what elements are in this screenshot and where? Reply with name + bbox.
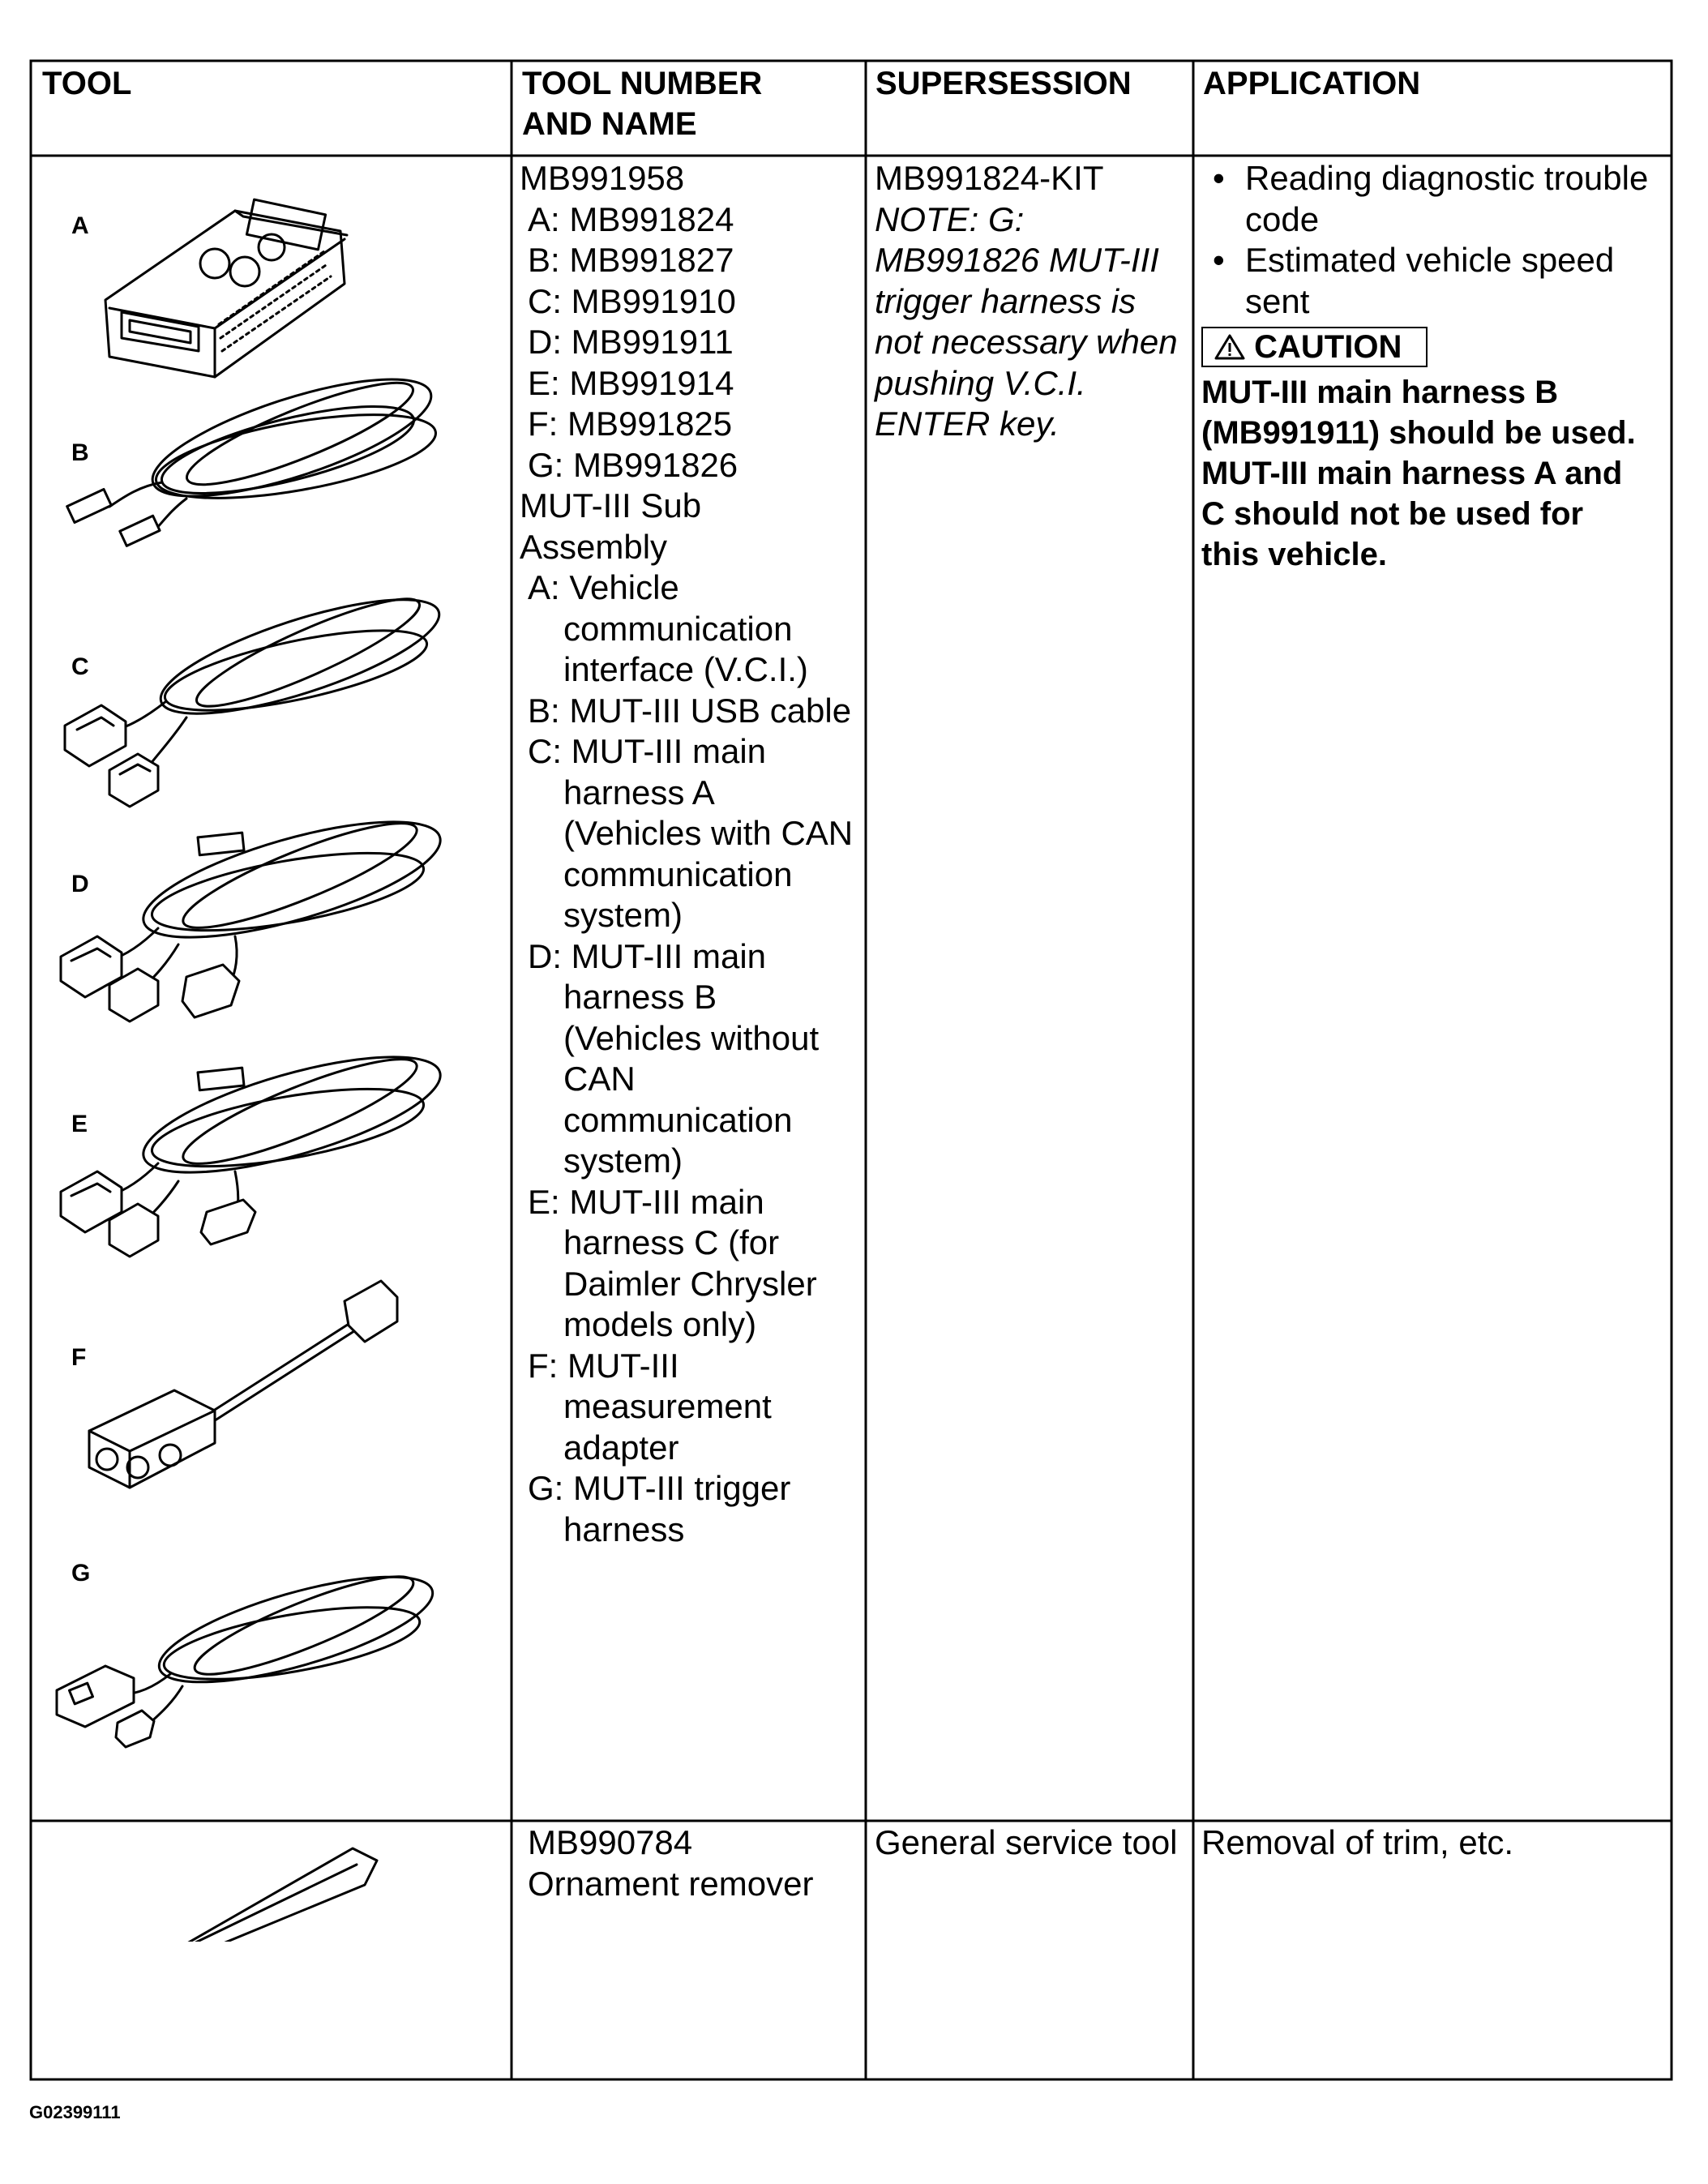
caution-label: CAUTION xyxy=(1254,329,1402,365)
header-tool-number-name xyxy=(522,63,762,144)
desc-d-line: CAN xyxy=(563,1060,636,1098)
note-line: pushing V.C.I. xyxy=(875,363,1086,402)
row1-supersession xyxy=(875,158,1178,445)
part-number-d: D: MB991911 xyxy=(528,323,734,361)
tool-label-b: B xyxy=(71,439,89,466)
part-number-c: C: MB991910 xyxy=(528,281,736,320)
figure-id: G02399111 xyxy=(29,2102,121,2122)
row2-supersession: General service tool xyxy=(875,1823,1178,1861)
desc-e-line: harness C (for xyxy=(563,1223,780,1261)
row1-application xyxy=(1201,158,1648,575)
part-number-e: E: MB991914 xyxy=(528,363,734,402)
desc-f-line: measurement xyxy=(563,1387,772,1425)
note-line: ENTER key. xyxy=(875,405,1059,443)
assembly-name-line1: MUT-III Sub xyxy=(520,486,702,525)
application-bullet: • Estimated vehicle speed xyxy=(1201,240,1648,281)
desc-f-first: F: MUT-III xyxy=(528,1346,679,1385)
header-tool: TOOL xyxy=(42,66,132,101)
desc-e-line: models only) xyxy=(563,1305,757,1343)
caution-text-line: (MB991911) should be used. xyxy=(1201,415,1636,451)
caution-text-line: C should not be used for xyxy=(1201,496,1584,532)
desc-a-first: A: Vehicle xyxy=(528,568,679,606)
row2-tool-number: MB990784 xyxy=(528,1823,693,1861)
vci-unit-illustration xyxy=(105,199,347,377)
trigger-harness-illustration xyxy=(57,1556,443,1747)
application-bullet-cont: sent xyxy=(1245,281,1310,320)
tool-illustrations xyxy=(32,158,519,1942)
desc-a-line: communication xyxy=(563,609,793,648)
header-supersession: SUPERSESSION xyxy=(875,66,1132,101)
caution-text-line: this vehicle. xyxy=(1201,537,1387,572)
desc-d-line: harness B xyxy=(563,978,717,1016)
tool-label-g: G xyxy=(71,1560,91,1587)
header-tool-number-line2: AND NAME xyxy=(522,106,697,142)
row2-tool-name: Ornament remover xyxy=(528,1864,814,1903)
desc-c-first: C: MUT-III main xyxy=(528,732,767,770)
desc-a-line: interface (V.C.I.) xyxy=(563,650,808,688)
note-line: MB991826 MUT-III xyxy=(875,241,1159,279)
measurement-adapter-illustration xyxy=(89,1281,397,1488)
warning-triangle-icon xyxy=(1214,334,1245,360)
note-line: trigger harness is xyxy=(875,281,1137,320)
row1-tool-number: MB991958 xyxy=(520,159,685,197)
part-number-f: F: MB991825 xyxy=(528,405,733,443)
application-bullet: • Reading diagnostic trouble xyxy=(1201,158,1648,199)
tool-label-f: F xyxy=(71,1344,87,1371)
tool-label-d: D xyxy=(71,871,89,897)
caution-text-line: MUT-III main harness B xyxy=(1201,375,1559,410)
caution-text-line: MUT-III main harness A and xyxy=(1201,456,1623,491)
part-number-a: A: MB991824 xyxy=(528,199,734,238)
note-line: not necessary when xyxy=(875,323,1178,361)
desc-d-line: (Vehicles without xyxy=(563,1018,820,1057)
header-tool-number-line1: TOOL NUMBER xyxy=(522,66,763,101)
row2-tool-number-name xyxy=(528,1822,813,1904)
usb-cable-illustration xyxy=(67,356,443,546)
tool-label-e: E xyxy=(71,1111,88,1137)
desc-g-first: G: MUT-III trigger xyxy=(528,1469,791,1507)
desc-e-line: Daimler Chrysler xyxy=(563,1264,817,1303)
note-line: NOTE: G: xyxy=(875,199,1025,238)
desc-e-first: E: MUT-III main xyxy=(528,1182,764,1221)
desc-d-first: D: MUT-III main xyxy=(528,936,767,975)
application-bullet-cont: code xyxy=(1245,199,1320,238)
assembly-name-line2: Assembly xyxy=(520,527,668,566)
tool-label-c: C xyxy=(71,653,89,680)
desc-d-line: communication xyxy=(563,1100,793,1139)
desc-c-line: communication xyxy=(563,854,793,893)
tool-label-a: A xyxy=(71,212,89,239)
desc-c-line: (Vehicles with CAN xyxy=(563,814,854,852)
desc-g-line: harness xyxy=(563,1510,685,1548)
ornament-remover-illustration xyxy=(77,1848,377,1942)
row1-tool-number-name xyxy=(520,158,853,1550)
desc-d-line: system) xyxy=(563,1141,683,1180)
part-number-b: B: MB991827 xyxy=(528,241,734,279)
row2-application: Removal of trim, etc. xyxy=(1201,1823,1514,1861)
part-number-g: G: MB991826 xyxy=(528,445,738,484)
header-application: APPLICATION xyxy=(1203,66,1421,101)
desc-f-line: adapter xyxy=(563,1428,679,1467)
caution-box xyxy=(1201,327,1428,367)
desc-b-first: B: MUT-III USB cable xyxy=(528,691,852,730)
main-harness-a-illustration xyxy=(65,577,450,807)
main-harness-c-illustration xyxy=(61,1034,451,1257)
desc-c-line: harness A xyxy=(563,773,715,812)
desc-c-line: system) xyxy=(563,896,683,934)
supersession-kit: MB991824-KIT xyxy=(875,159,1104,197)
main-harness-b-illustration xyxy=(61,799,451,1021)
